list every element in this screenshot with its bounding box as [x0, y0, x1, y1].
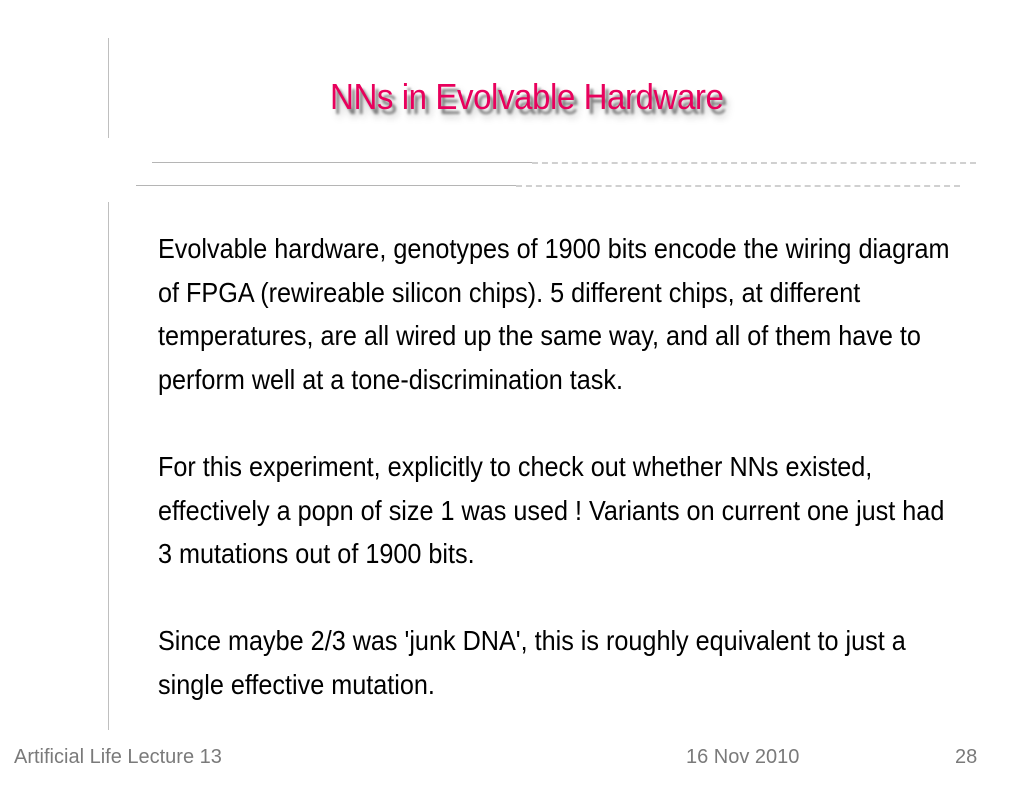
footer-date: 16 Nov 2010 — [686, 746, 800, 768]
body-paragraph-3: Since maybe 2/3 was 'junk DNA', this is roughly equivalent to just a single effective mutation. — [158, 625, 906, 700]
footer-page-number: 28 — [955, 746, 978, 768]
title-underline-upper-dashed — [532, 162, 976, 164]
left-vertical-rule-top — [108, 38, 109, 138]
title-underline-lower-dashed — [516, 185, 960, 187]
slide-body — [158, 227, 950, 707]
footer-course-title: Artificial Life Lecture 13 — [14, 746, 222, 768]
body-paragraph-2: For this experiment, explicitly to check out whether NNs existed, effectively a popn of size 1 was used ! Variants on current one just had 3 mutations out of 1900 bits. — [158, 450, 945, 570]
title-underline-upper-solid — [152, 162, 532, 163]
body-paragraph-1: Evolvable hardware, genotypes of 1900 bits encode the wiring diagram of FPGA (rewireable silicon chips). 5 different chips, at different temperatures, are all wired up the same way, and all of them have to perform well at a tone-discrimination task. — [158, 233, 950, 395]
title-underline-lower-solid — [136, 185, 516, 186]
slide-title: NNs in Evolvable Hardware — [330, 76, 724, 117]
left-vertical-rule-bottom — [108, 202, 109, 730]
